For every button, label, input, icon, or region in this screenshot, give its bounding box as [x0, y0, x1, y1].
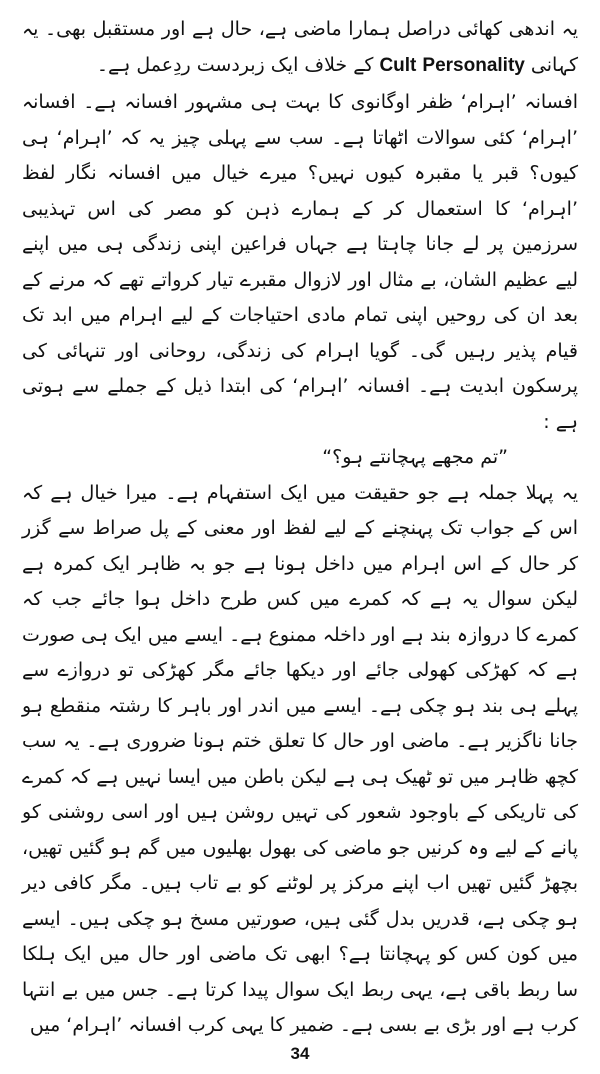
paragraph-intro-text-1: یہ اندھی کھائی دراصل ہمارا ماضی ہے، حال ہے اور مستقبل بھی۔ یہ کہانی [22, 18, 578, 76]
quoted-opening-line: ”تم مجھے پہچانتے ہو؟“ [322, 446, 508, 468]
english-term-personality: Personality [422, 54, 525, 76]
page-body [22, 12, 578, 1044]
paragraph-intro [22, 12, 578, 83]
paragraph-intro-text-2: کے خلاف ایک زبردست ردِعمل ہے۔ [96, 53, 374, 76]
english-term-cult: Cult [379, 54, 417, 76]
paragraph-ahram-analysis: یہ پہلا جملہ ہے جو حقیقت میں ایک استفہام ہے۔ میرا خیال ہے کہ اس کے جواب تک پہنچنے کے لیے لفظ اور معنی کے پل صراط سے گزر کر حال کے اس اہرام میں داخل ہونا ہے جو بہ ظاہر ایک کمرہ ہے لیکن سوال یہ ہے کہ کمرے میں کس طرح داخل ہوا جائے جب کہ کمرے کا دروازہ بند ہے اور داخلہ ممنوع ہے۔ ایسے میں ایک ہی صورت ہے کہ کھڑکی کھولی جائے اور دیکھا جائے مگر کھڑکی تو دروازے سے پہلے ہی بند ہو چکی ہے۔ ایسے میں اندر اور باہر کا رشتہ منقطع ہو جانا ناگزیر ہے۔ ماضی اور حال کا تعلق ختم ہونا ضروری ہے۔ یہ سب کچھ ظاہر میں تو ٹھیک ہی ہے لیکن باطن میں ایسا نہیں ہے کہ کمرے کی تاریکی کے باوجود شعور کی تہیں روشن ہیں اور اسی روشنی کو پانے کے لیے وہ کرنیں جو ماضی کی بھول بھلیوں میں گم ہو گئیں تھیں، بچھڑ گئیں تھیں اب اپنے مرکز پر لوٹنے کو بے تاب ہیں۔ مگر کافی دیر ہو چکی ہے، قدریں بدل گئی ہیں، صورتیں مسخ ہو چکی ہیں۔ ایسے میں کون کس کو پہچانتا ہے؟ ابھی تک ماضی اور حال میں ایک ہلکا سا ربط باقی ہے، یہی ربط ایک سوال پیدا کرتا ہے۔ جس میں بے انتہا کرب ہے اور بڑی بے بسی ہے۔ ضمیر کا یہی کرب افسانہ ’اہرام‘ میں [22, 481, 578, 1036]
page-number: 34 [290, 1044, 310, 1063]
paragraph-ahram-introduction: افسانہ ’اہرام‘ ظفر اوگانوی کا بہت ہی مشہور افسانہ ہے۔ افسانہ ’اہرام‘ کئی سوالات اٹھاتا ہے۔ سب سے پہلی چیز یہ کہ ’اہرام‘ ہی کیوں؟ قبر یا مقبرہ کیوں نہیں؟ میرے خیال میں افسانہ نگار لفظ ’اہرام‘ کا استعمال کر کے ہمارے ذہن کو مصر کی اس تہذیبی سرزمین پر لے جانا چاہتا ہے جہاں فراعین اپنی زندگی ہی میں اپنے لیے عظیم الشان، بے مثال اور لازوال مقبرے تیار کرواتے تھے کہ مرنے کے بعد ان کی روحیں اپنی تمام مادی احتیاجات کے لیے اہرام میں ابد تک قیام پذیر رہیں گی۔ گویا اہرام کی زندگی، روحانی اور تنہائی کی پرسکون ابدیت ہے۔ افسانہ ’اہرام‘ کی ابتدا ذیل کے جملے سے ہوتی ہے : [22, 91, 578, 433]
